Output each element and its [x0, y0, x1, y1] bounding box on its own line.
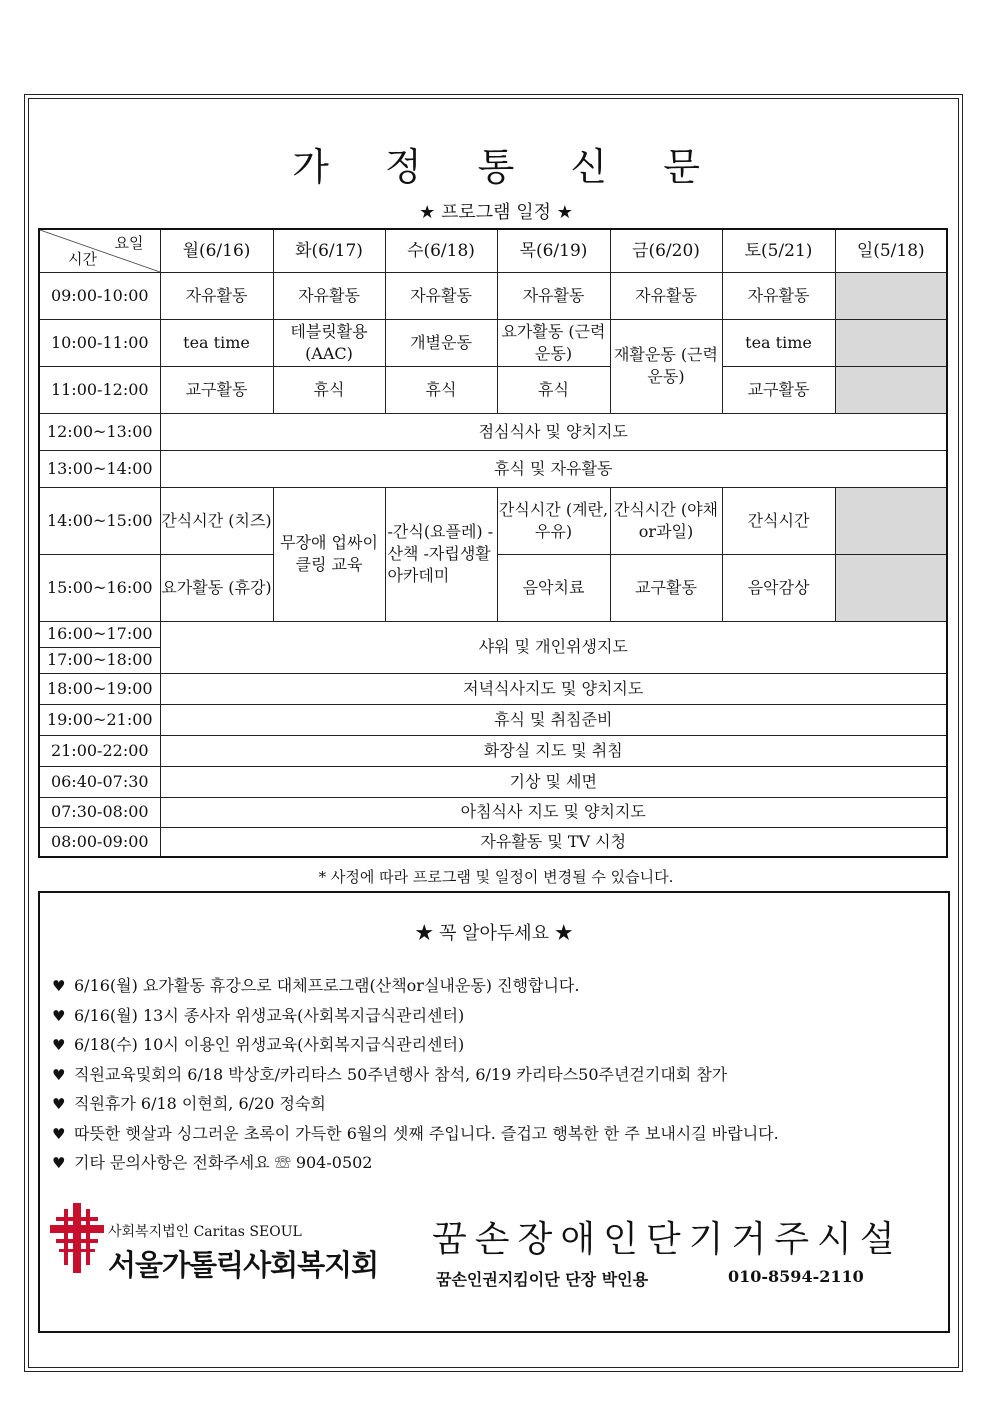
list-item: ♥ 6/16(월) 요가활동 휴강으로 대체프로그램(산책or실내운동) 진행합니다. [52, 976, 580, 995]
list-item: ♥ 기타 문의사항은 전화주세요 ☏ 904-0502 [52, 1153, 373, 1172]
org-subtitle: 사회복지법인 Caritas SEOUL [108, 1224, 302, 1240]
contact-person: 꿈손인권지킴이단 단장 박인용 [436, 1270, 649, 1289]
heart-icon: ♥ [52, 1065, 66, 1084]
table-row [39, 797, 947, 827]
time-cell: 13:00~14:00 [39, 450, 160, 487]
cell: 휴식 [497, 366, 610, 413]
heart-icon: ♥ [52, 1006, 66, 1025]
contact-phone: 010-8594-2110 [728, 1267, 864, 1286]
sunday-empty-cell [835, 487, 947, 554]
table-row [39, 450, 947, 487]
table-row [39, 366, 947, 413]
time-cell: 08:00-09:00 [39, 827, 160, 857]
cell: 교구활동 [160, 366, 273, 413]
time-cell: 11:00-12:00 [39, 366, 160, 413]
table-row [39, 704, 947, 735]
cell: 자유활동 [273, 272, 385, 319]
day-fri: 금(6/20) [610, 229, 722, 272]
table-row [39, 673, 947, 704]
heart-icon: ♥ [52, 1036, 66, 1054]
cell: tea time [160, 319, 273, 366]
list-item: ♥ 6/16(월) 13시 종사자 위생교육(사회복지급식관리센터) [52, 1005, 465, 1025]
time-cell: 06:40-07:30 [39, 766, 160, 797]
notice-box [38, 891, 950, 1333]
table-row [39, 827, 947, 857]
cell: 교구활동 [722, 366, 835, 413]
schedule-table [38, 228, 948, 858]
caritas-cross-icon [50, 1203, 104, 1273]
time-cell: 16:00~17:00 [39, 621, 160, 647]
cell: 간식시간 (야채or과일) [610, 487, 722, 554]
cell: 저녁식사지도 및 양치지도 [160, 673, 947, 704]
table-row [39, 766, 947, 797]
schedule-subtitle: ★ 프로그램 일정 ★ [419, 202, 573, 223]
table-row [39, 487, 947, 554]
day-sat: 토(5/21) [722, 229, 835, 272]
cell: 음악감상 [722, 554, 835, 621]
time-cell: 12:00~13:00 [39, 413, 160, 450]
time-cell: 14:00~15:00 [39, 487, 160, 554]
cell: 아침식사 지도 및 양치지도 [160, 797, 947, 827]
cell: 요가활동 (휴강) [160, 554, 273, 621]
cell: tea time [722, 319, 835, 366]
cell: 테블릿활용 (AAC) [273, 319, 385, 366]
cell: 간식시간 (계란,우유) [497, 487, 610, 554]
heart-icon: ♥ [52, 1095, 66, 1113]
table-row [39, 413, 947, 450]
header-corner [39, 229, 160, 272]
org-name: 서울가톨릭사회복지회 [108, 1248, 379, 1282]
cell: 무장애 업싸이클링 교육 [273, 487, 385, 621]
cell: 교구활동 [610, 554, 722, 621]
table-row [39, 319, 947, 366]
cell: 간식시간 (치즈) [160, 487, 273, 554]
cell: 휴식 [385, 366, 497, 413]
header-row [39, 229, 947, 272]
time-cell: 18:00~19:00 [39, 673, 160, 704]
schedule-note: * 사정에 따라 프로그램 및 일정이 변경될 수 있습니다. [318, 868, 674, 886]
time-cell: 09:00-10:00 [39, 272, 160, 319]
cell: 요가활동 (근력운동) [497, 319, 610, 366]
table-row [39, 621, 947, 647]
time-cell: 07:30-08:00 [39, 797, 160, 827]
day-mon: 월(6/16) [160, 229, 273, 272]
cell: 자유활동 [610, 272, 722, 319]
notice-title: ★ 꼭 알아두세요 ★ [415, 923, 573, 944]
heart-icon: ♥ [52, 1124, 66, 1143]
table-row [39, 272, 947, 319]
heart-icon: ♥ [52, 1154, 66, 1172]
cell: 휴식 및 자유활동 [160, 450, 947, 487]
page-title: 가 정 통 신 문 [292, 145, 722, 189]
table-row [39, 735, 947, 766]
day-wed: 수(6/18) [385, 229, 497, 272]
sunday-empty-cell [835, 366, 947, 413]
cell: 재활운동 (근력운동) [610, 319, 722, 413]
cell: 간식시간 [722, 487, 835, 554]
cell: 자유활동 및 TV 시청 [160, 827, 947, 857]
day-tue: 화(6/17) [273, 229, 385, 272]
org-logo-block [50, 1199, 379, 1289]
time-cell: 15:00~16:00 [39, 554, 160, 621]
cell: 기상 및 세면 [160, 766, 947, 797]
cell: 개별운동 [385, 319, 497, 366]
sunday-empty-cell [835, 272, 947, 319]
list-item: ♥ 따뜻한 햇살과 싱그러운 초록이 가득한 6월의 셋째 주입니다. 즐겁고 행복한 한 주 보내시길 바랍니다. [52, 1123, 779, 1143]
cell: 화장실 지도 및 취침 [160, 735, 947, 766]
sunday-empty-cell [835, 554, 947, 621]
time-cell: 10:00-11:00 [39, 319, 160, 366]
header-time-label: 시간 [68, 249, 97, 268]
cell: 휴식 [273, 366, 385, 413]
cell: 자유활동 [160, 272, 273, 319]
cell: 음악치료 [497, 554, 610, 621]
time-cell: 19:00~21:00 [39, 704, 160, 735]
list-item: ♥ 직원휴가 6/18 이현희, 6/20 정숙희 [52, 1094, 326, 1113]
notice-list [52, 973, 779, 1180]
facility-name: 꿈손장애인단기거주시설 [432, 1219, 903, 1260]
day-sun: 일(5/18) [835, 229, 947, 272]
cell: 휴식 및 취침준비 [160, 704, 947, 735]
cell: 자유활동 [385, 272, 497, 319]
header-day-label: 요일 [114, 234, 144, 252]
cell: -간식(요플레) -산책 -자립생활아카데미 [385, 487, 497, 621]
heart-icon: ♥ [52, 977, 66, 995]
cell: 샤워 및 개인위생지도 [160, 621, 947, 673]
time-cell: 21:00-22:00 [39, 735, 160, 766]
list-item: ♥ 직원교육및회의 6/18 박상호/카리타스 50주년행사 참석, 6/19 카리타스50주년걷기대회 참가 [52, 1064, 728, 1084]
cell: 점심식사 및 양치지도 [160, 413, 947, 450]
list-item: ♥ 6/18(수) 10시 이용인 위생교육(사회복지급식관리센터) [52, 1035, 465, 1054]
sunday-empty-cell [835, 319, 947, 366]
day-thu: 목(6/19) [497, 229, 610, 272]
cell: 자유활동 [722, 272, 835, 319]
time-cell: 17:00~18:00 [39, 647, 160, 673]
cell: 자유활동 [497, 272, 610, 319]
